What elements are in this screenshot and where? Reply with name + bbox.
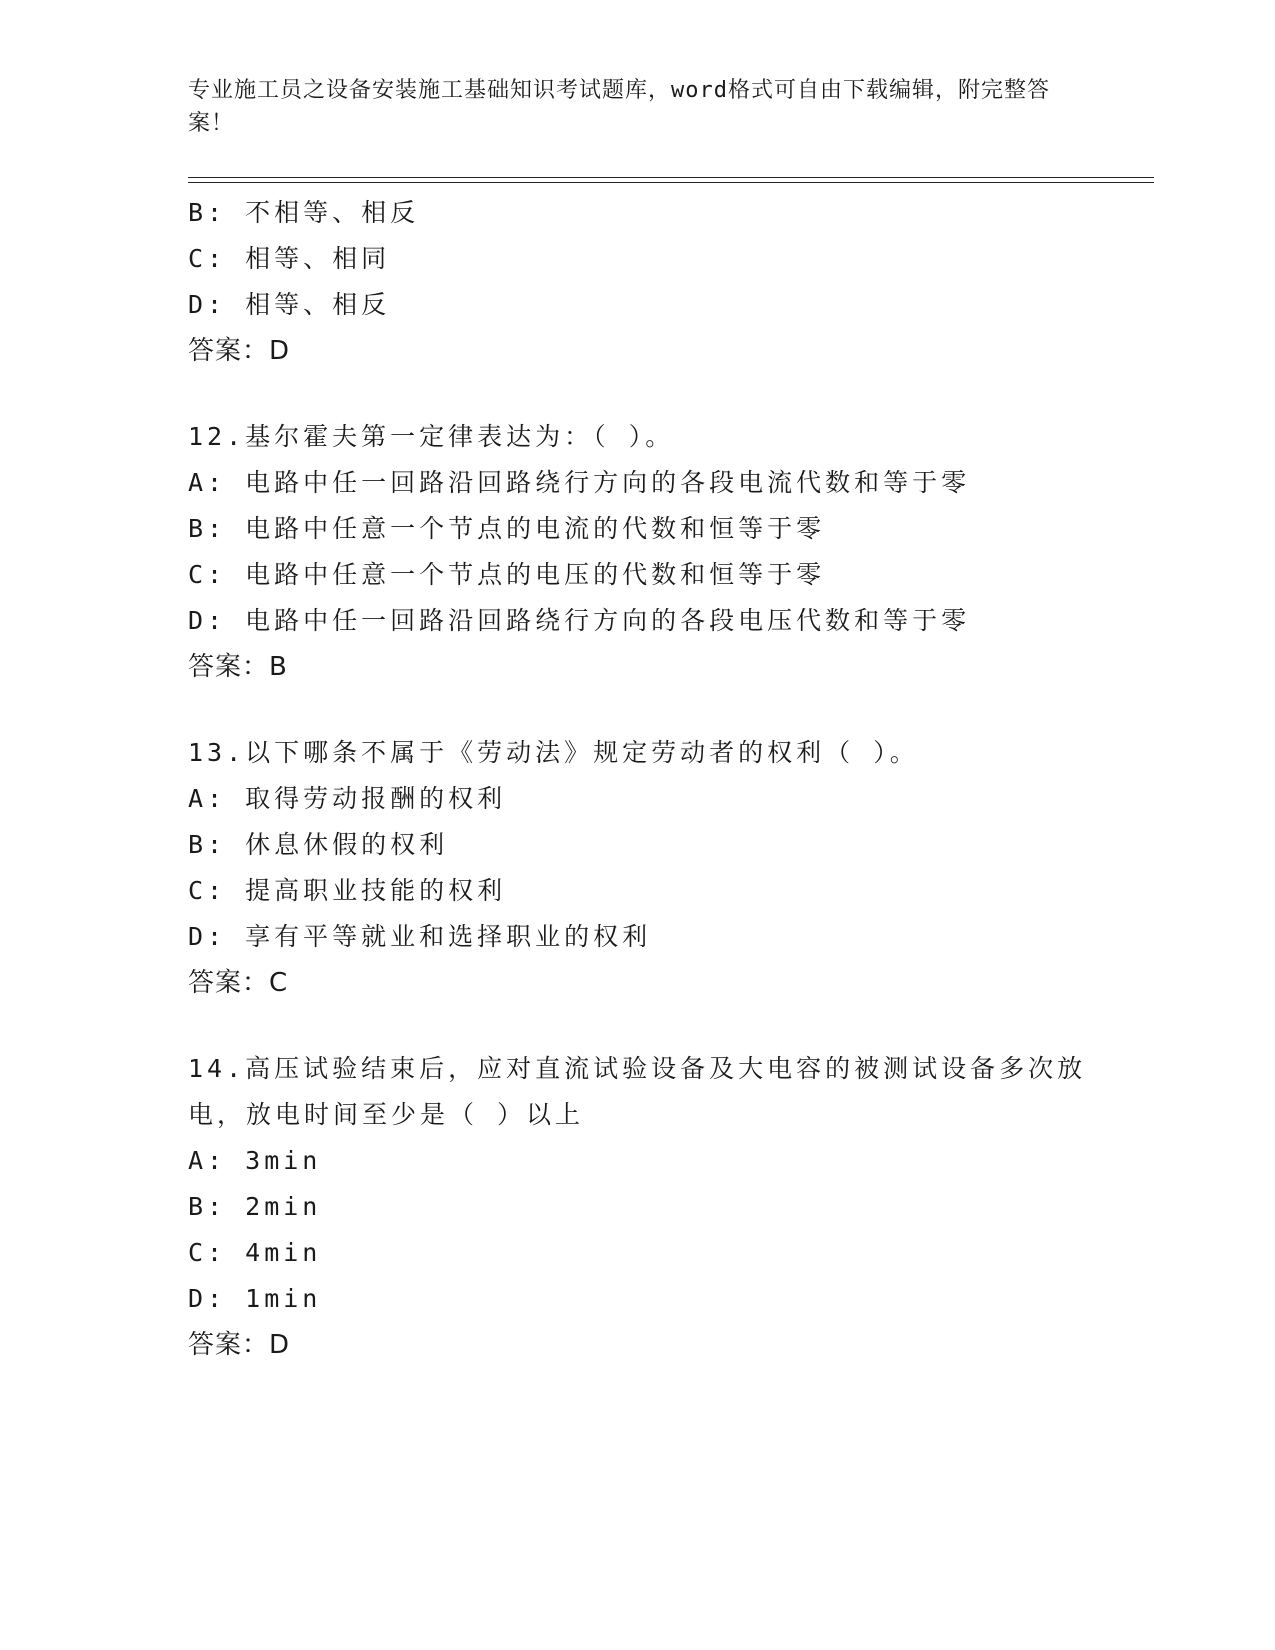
question-list	[188, 190, 1088, 1368]
option-d: D: 相等、相反	[188, 290, 391, 319]
option-a: A: 3min	[188, 1146, 322, 1175]
option-b: B: 电路中任意一个节点的电流的代数和恒等于零	[188, 514, 826, 543]
option-b: B: 2min	[188, 1192, 322, 1221]
question-12	[188, 414, 1088, 690]
option-a: A: 取得劳动报酬的权利	[188, 784, 507, 813]
spacer	[188, 1006, 1088, 1046]
question-fragment	[188, 190, 1088, 374]
spacer	[188, 374, 1088, 414]
answer-line: 答案：B	[188, 652, 288, 682]
answer-line: 答案：C	[188, 968, 289, 998]
question-stem-line-2: 电，放电时间至少是（ ）以上	[188, 1100, 585, 1129]
question-14	[188, 1046, 1088, 1368]
option-c: C: 提高职业技能的权利	[188, 876, 507, 905]
spacer	[188, 690, 1088, 730]
option-c: C: 4min	[188, 1238, 322, 1267]
option-b: B: 休息休假的权利	[188, 830, 449, 859]
option-d: D: 享有平等就业和选择职业的权利	[188, 922, 652, 951]
option-c: C: 相等、相同	[188, 244, 391, 273]
option-b: B: 不相等、相反	[188, 198, 420, 227]
question-stem-line-1: 14.高压试验结束后，应对直流试验设备及大电容的被测试设备多次放	[188, 1054, 1087, 1083]
option-d: D: 电路中任一回路沿回路绕行方向的各段电压代数和等于零	[188, 606, 971, 635]
question-13	[188, 730, 1088, 1006]
document-header	[188, 74, 1068, 140]
answer-line: 答案：D	[188, 1330, 291, 1360]
question-stem: 13.以下哪条不属于《劳动法》规定劳动者的权利（ ）。	[188, 738, 919, 767]
option-a: A: 电路中任一回路沿回路绕行方向的各段电流代数和等于零	[188, 468, 971, 497]
question-stem: 12.基尔霍夫第一定律表达为：（ ）。	[188, 422, 675, 451]
option-d: D: 1min	[188, 1284, 322, 1313]
answer-line: 答案：D	[188, 336, 291, 366]
header-title: 专业施工员之设备安装施工基础知识考试题库，word格式可自由下载编辑，附完整答案！	[188, 78, 1050, 136]
header-rule-top	[188, 177, 1154, 178]
option-c: C: 电路中任意一个节点的电压的代数和恒等于零	[188, 560, 826, 589]
header-rule-bottom	[188, 182, 1154, 183]
